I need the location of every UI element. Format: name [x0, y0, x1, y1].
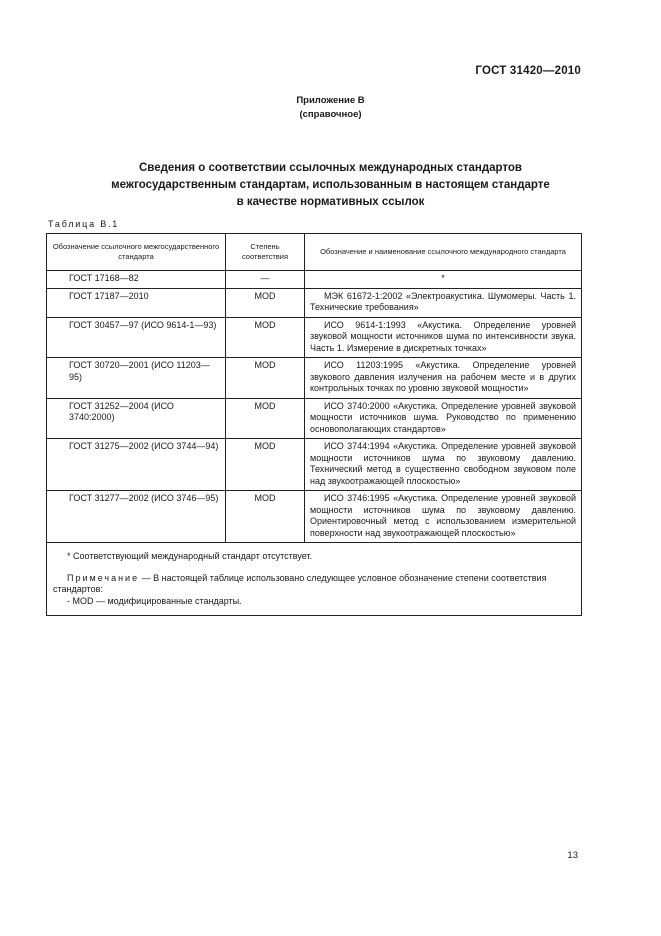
- cell-degree: MOD: [226, 398, 305, 439]
- page-number: 13: [567, 850, 578, 861]
- cell-intl: [305, 491, 582, 543]
- cell-intl: [305, 439, 582, 491]
- correspondence-table: [46, 233, 582, 616]
- cell-intl-text: ИСО 9614-1:1993 «Акустика. Определение уровней звуковой мощности источников шума по интенсивности звука. Часть 1. Измерение в дискретных точках»: [310, 319, 576, 353]
- header-degree: Степень соответствия: [226, 234, 305, 271]
- note-label: Примечание: [67, 572, 140, 583]
- section-title: [60, 160, 601, 211]
- table-footer-row: [47, 543, 582, 616]
- table-row: [47, 491, 582, 543]
- cell-intl-text: ИСО 3740:2000 «Акустика. Определение уровней звуковой мощности источников шума. Руководство по применению основополагающих стандартов»: [310, 400, 576, 434]
- note-item: - MOD — модифицированные стандарты.: [67, 595, 242, 606]
- cell-intl-text: ИСО 3744:1994 «Акустика. Определение уровней звуковой мощности источников шума по звуковому давлению. Технический метод в существенно свободном звуковом поле над звукоотражающей плоскостью»: [310, 441, 576, 486]
- table-row: [47, 358, 582, 399]
- cell-degree: MOD: [226, 491, 305, 543]
- cell-intl: [305, 317, 582, 358]
- header-gost: Обозначение ссылочного межгосударственного стандарта: [47, 234, 226, 271]
- cell-intl-text: ИСО 11203:1995 «Акустика. Определение уровней звукового давления излучения на рабочем месте и в других контрольных точках по уровню звуковой мощности»: [310, 360, 576, 393]
- cell-intl: [305, 358, 582, 399]
- cell-degree: MOD: [226, 439, 305, 491]
- table-header-row: [47, 234, 582, 271]
- cell-degree: MOD: [226, 317, 305, 358]
- table-row: [47, 288, 582, 317]
- header-intl: Обозначение и наименование ссылочного международного стандарта: [305, 234, 582, 271]
- title-line: Сведения о соответствии ссылочных международных стандартов: [138, 162, 522, 174]
- cell-gost: ГОСТ 31275—2002 (ИСО 3744—94): [47, 439, 226, 491]
- table-label: Таблица В.1: [48, 219, 120, 229]
- cell-intl: [305, 288, 582, 317]
- cell-gost: ГОСТ 31252—2004 (ИСО 3740:2000): [47, 398, 226, 439]
- cell-gost: ГОСТ 31277—2002 (ИСО 3746—95): [47, 491, 226, 543]
- appendix-label: Приложение В: [296, 95, 365, 106]
- cell-intl-text: МЭК 61672-1:2002 «Электроакустика. Шумомеры. Часть 1. Технические требования»: [310, 290, 576, 312]
- cell-intl: *: [305, 271, 582, 289]
- standard-number: ГОСТ 31420—2010: [475, 65, 581, 77]
- cell-gost: ГОСТ 30457—97 (ИСО 9614-1—93): [47, 317, 226, 358]
- table-row: [47, 317, 582, 358]
- cell-degree: —: [226, 271, 305, 289]
- cell-gost: ГОСТ 17168—82: [47, 271, 226, 289]
- cell-degree: MOD: [226, 288, 305, 317]
- title-line: межгосударственным стандартам, использованным в настоящем стандарте: [111, 179, 550, 191]
- appendix-type: (справочное): [299, 109, 362, 120]
- cell-intl: [305, 398, 582, 439]
- table-footer: [47, 543, 582, 616]
- title-line: в качестве нормативных ссылок: [236, 196, 425, 208]
- cell-intl-text: ИСО 3746:1995 «Акустика. Определение уровней звуковой мощности источников шума по звуковому давлению. Ориентировочный метод с использованием измерительной поверхности над звукоотражающей плоскостью»: [310, 493, 576, 538]
- table-row: [47, 271, 582, 289]
- cell-gost: ГОСТ 17187—2010: [47, 288, 226, 317]
- note: [53, 573, 575, 596]
- cell-gost: ГОСТ 30720—2001 (ИСО 11203—95): [47, 358, 226, 399]
- appendix-heading: [0, 94, 661, 122]
- footnote: * Соответствующий международный стандарт отсутствует.: [67, 551, 313, 561]
- note-text: — В настоящей таблице использовано следующее условное обозначение степени соответствия стандартов:: [53, 572, 547, 594]
- table-row: [47, 398, 582, 439]
- cell-degree: MOD: [226, 358, 305, 399]
- table-row: [47, 439, 582, 491]
